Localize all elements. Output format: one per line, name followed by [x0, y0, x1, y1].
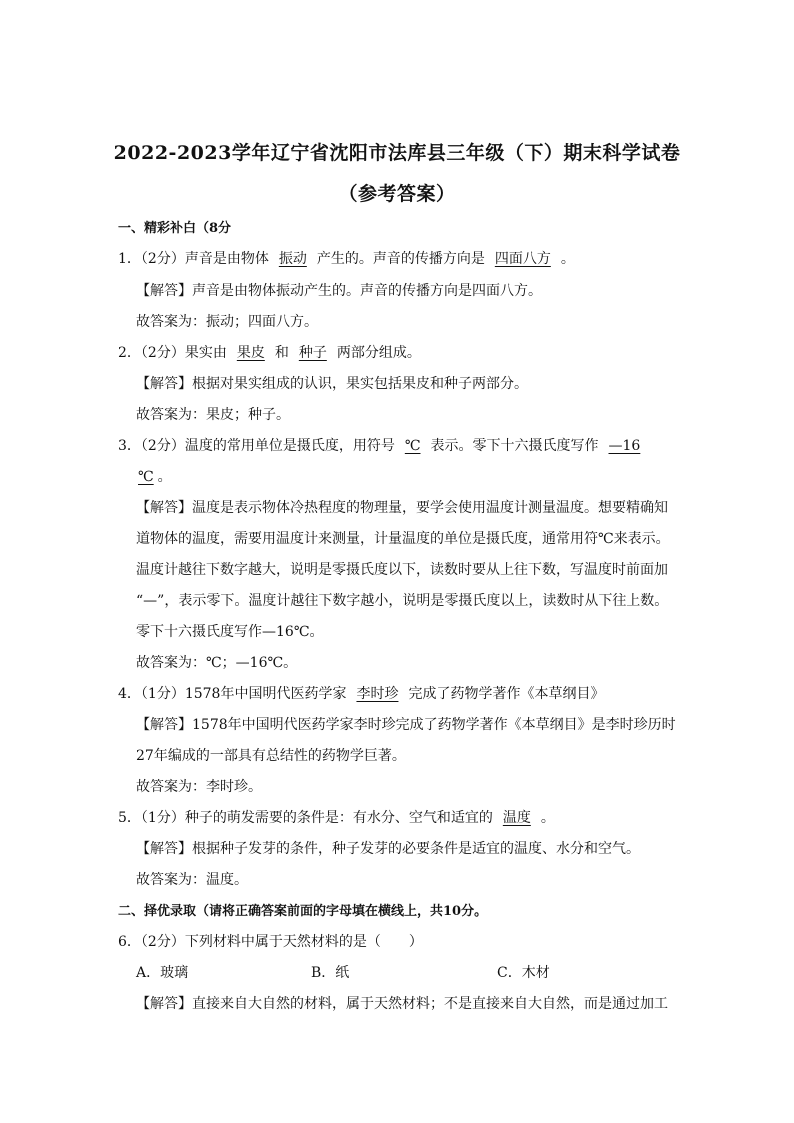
q4-analysis-1: 【解答】1578年中国明代医药学家李时珍完成了药物学著作《本草纲目》是李时珍历时 [136, 717, 676, 733]
question-2: 2．（2分）果实由 果皮 和 种子 两部分组成。 [118, 345, 421, 361]
q2-analysis: 【解答】根据对果实组成的认识，果实包括果皮和种子两部分。 [136, 376, 528, 392]
answer-blank: 四面八方 [494, 251, 551, 267]
question-1: 1．（2分）声音是由物体 振动 产生的。声音的传播方向是 四面八方 。 [118, 251, 575, 267]
question-6: 6．（2分）下列材料中属于天然材料的是（ ） [118, 934, 423, 950]
page-subtitle: （参考答案） [338, 183, 456, 205]
q6-options [136, 963, 706, 983]
q4-answer: 故答案为：李时珍。 [136, 779, 262, 795]
q3-analysis-5: 零下十六摄氏度写作—16℃。 [136, 624, 324, 640]
answer-blank: —16 [608, 438, 641, 454]
q5-answer: 故答案为：温度。 [136, 872, 248, 888]
q3-analysis-2: 道物体的温度，需要用温度计来测量，计量温度的单位是摄氏度，通常用符℃来表示。 [136, 531, 670, 547]
option-b: B．纸 [311, 965, 350, 981]
section-1-heading: 一、精彩补白（8分 [118, 221, 232, 236]
page-title: 2022-2023学年辽宁省沈阳市法库县三年级（下）期末科学试卷 [113, 142, 681, 164]
answer-blank: 果皮 [236, 345, 265, 361]
answer-blank: 振动 [278, 251, 307, 267]
option-c: C．木材 [497, 965, 550, 981]
q5-analysis: 【解答】根据种子发芽的条件，种子发芽的必要条件是适宜的温度、水分和空气。 [136, 841, 640, 857]
q1-answer: 故答案为：振动；四面八方。 [136, 314, 318, 330]
q6-analysis: 【解答】直接来自大自然的材料，属于天然材料；不是直接来自大自然，而是通过加工 [136, 996, 668, 1012]
answer-blank: 温度 [502, 810, 531, 826]
q3-answer: 故答案为：℃；—16℃。 [136, 655, 298, 671]
q1-analysis: 【解答】声音是由物体振动产生的。声音的传播方向是四面八方。 [136, 283, 542, 299]
q3-analysis-3: 温度计越往下数字越大，说明是零摄氏度以下，读数时要从上往下数，写温度时前面加 [136, 562, 668, 578]
answer-blank: 种子 [298, 345, 327, 361]
option-a: A．玻璃 [136, 965, 189, 981]
question-3-cont: ℃ 。 [118, 467, 688, 487]
section-2-heading: 二、择优录取（请将正确答案前面的字母填在横线上，共10分。 [118, 904, 488, 919]
answer-blank: ℃ [404, 438, 421, 454]
q3-analysis-4: “—”，表示零下。温度计越往下数字越小，说明是零摄氏度以上，读数时从下往上数。 [136, 593, 669, 609]
question-3: 3．（2分）温度的常用单位是摄氏度，用符号 ℃ 表示。零下十六摄氏度写作 —16 [118, 436, 688, 456]
question-4: 4．（1分）1578年中国明代医药学家 李时珍 完成了药物学著作《本草纲目》 [118, 686, 605, 702]
q4-analysis-2: 27年编成的一部具有总结性的药物学巨著。 [136, 748, 406, 764]
answer-blank: 李时珍 [356, 686, 399, 702]
answer-blank: ℃ [138, 469, 154, 485]
q3-analysis-1: 【解答】温度是表示物体冷热程度的物理量，要学会使用温度计测量温度。想要精确知 [136, 500, 668, 516]
q2-answer: 故答案为：果皮；种子。 [136, 407, 290, 423]
question-5: 5．（1分）种子的萌发需要的条件是：有水分、空气和适宜的 温度 。 [118, 810, 555, 826]
